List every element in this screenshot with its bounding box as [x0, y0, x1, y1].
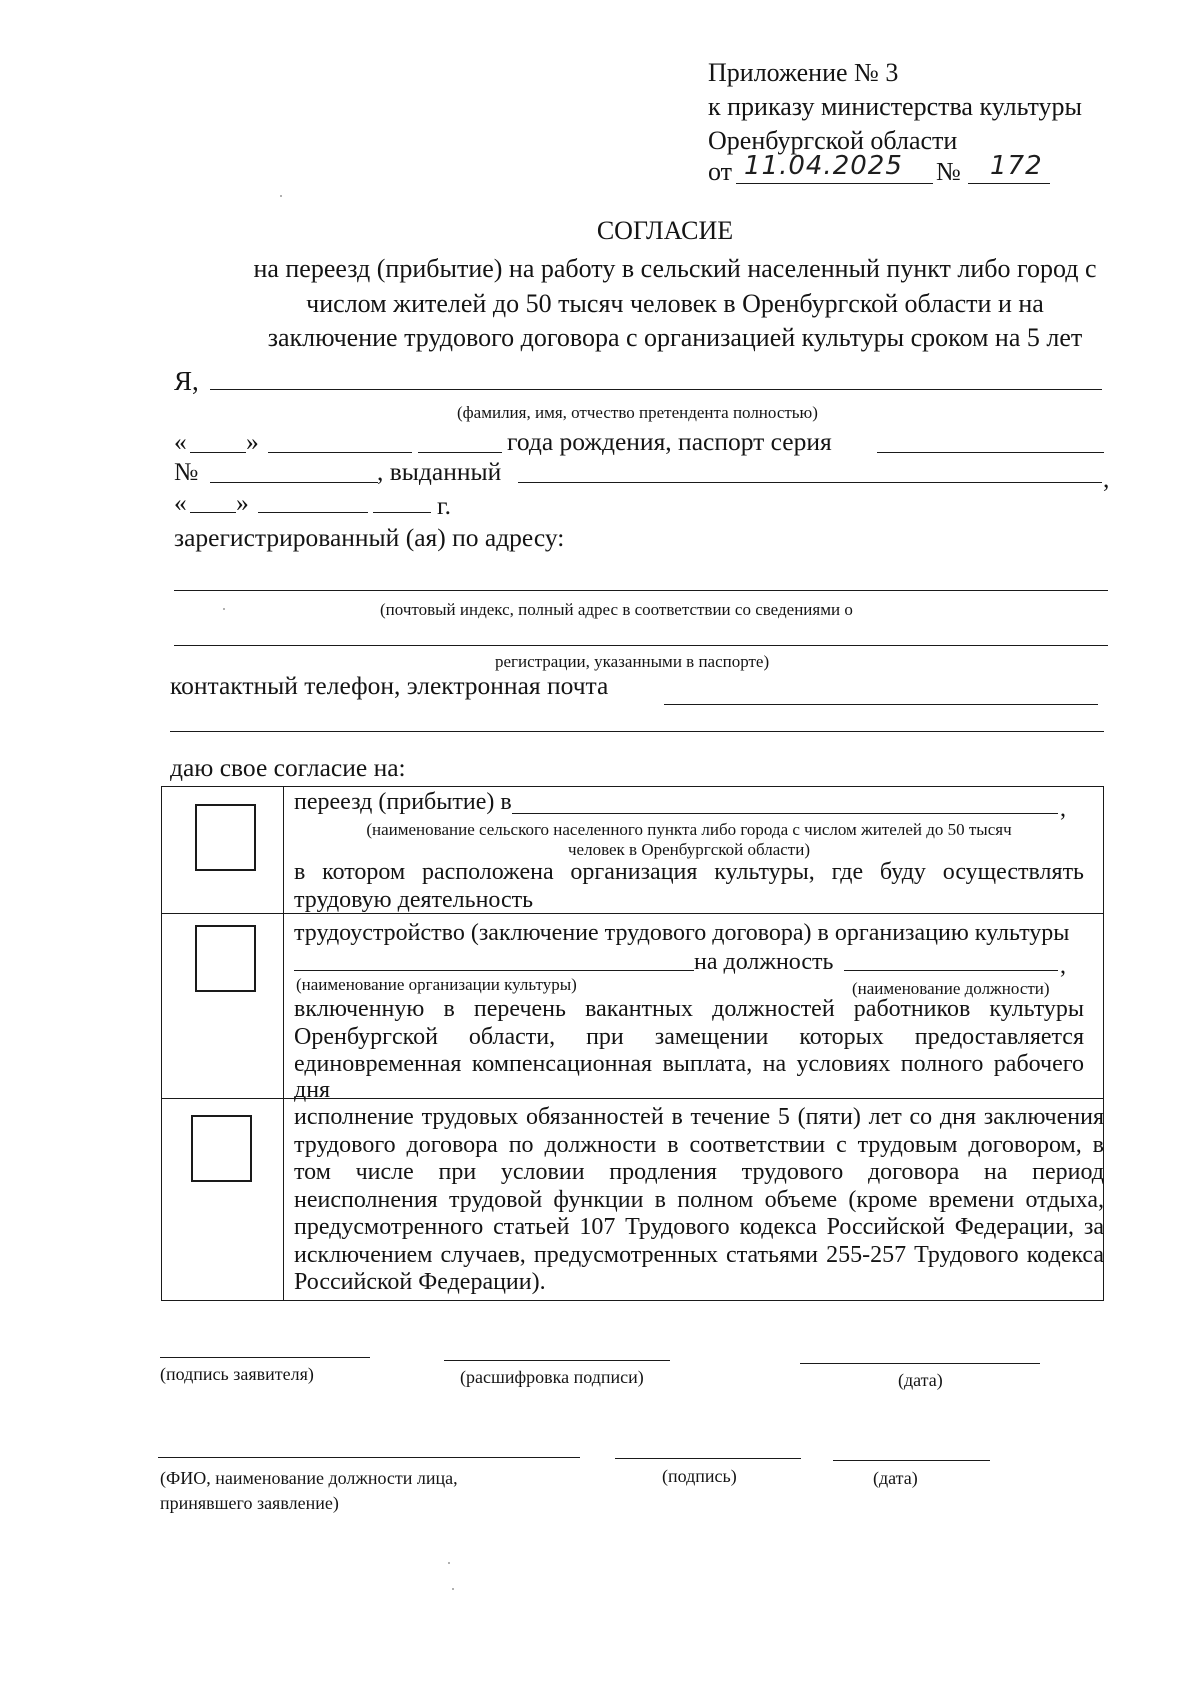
relocation-checkbox[interactable] [195, 804, 256, 871]
passport-number-label: № [174, 457, 199, 486]
full-name-hint: (фамилия, имя, отчество претендента полностью) [457, 403, 818, 422]
receiver-hint-line: принявшего заявление) [160, 1493, 339, 1513]
relocation-text-line: в котором расположена организация культуры, где буду осуществлять [294, 859, 1084, 885]
issued-by-field[interactable] [518, 482, 1102, 483]
receiver-hint [160, 1466, 458, 1516]
i-label: Я, [174, 366, 199, 396]
consent-row-relocation [162, 787, 1104, 914]
signature-decoding-hint: (расшифровка подписи) [460, 1367, 644, 1387]
duties-text-line: Российской Федерации). [294, 1269, 546, 1295]
passport-series-field[interactable] [877, 452, 1104, 453]
quote-close: » [246, 427, 259, 456]
position-hint: (наименование должности) [852, 979, 1050, 998]
checkbox-cell [162, 1099, 284, 1301]
checkbox-cell [162, 914, 284, 1099]
applicant-signature-field[interactable] [160, 1357, 370, 1358]
receiver-signature-hint: (подпись) [662, 1466, 737, 1486]
duties-checkbox[interactable] [191, 1115, 252, 1182]
appendix-order-ref: к приказу министерства культуры [708, 92, 1082, 121]
employment-comma: , [1060, 953, 1066, 979]
receiver-signature-field[interactable] [615, 1458, 801, 1459]
relocation-text-line: трудовую деятельность [294, 886, 534, 913]
duties-text-line: предусмотренного статьей 107 Трудового кодекса Российской Федерации, за [294, 1214, 1104, 1240]
issue-day-field[interactable] [190, 512, 236, 513]
quote-open: « [174, 488, 187, 517]
employment-text [294, 996, 1084, 1101]
address-field-2[interactable] [174, 645, 1108, 646]
employment-line-1: трудоустройство (заключение трудового договора) в организацию культуры [294, 920, 1070, 946]
consent-table [161, 786, 1104, 1301]
order-number-handwritten: 172 [990, 151, 1043, 181]
order-number-line [968, 183, 1050, 184]
applicant-date-hint: (дата) [898, 1370, 943, 1390]
organization-hint: (наименование организации культуры) [296, 975, 577, 994]
duties-text-line: трудового договора по должности в соответствии с трудовым договором, в [294, 1131, 1104, 1158]
address-hint-1: (почтовый индекс, полный адрес в соответствии со сведениями о [380, 600, 853, 619]
relocation-hint-2: человек в Оренбургской области) [567, 840, 810, 859]
receiver-name-field[interactable] [158, 1457, 580, 1458]
order-date-line [736, 183, 933, 184]
quote-open: « [174, 427, 187, 456]
receiver-hint-line: (ФИО, наименование должности лица, [160, 1468, 458, 1488]
consent-intro: даю свое согласие на: [170, 753, 406, 782]
employment-text-line: Оренбургской области, при замещении которых предоставляется [294, 1023, 1084, 1050]
employment-text-cell [284, 914, 1104, 1103]
receiver-date-hint: (дата) [873, 1468, 918, 1488]
employment-checkbox[interactable] [195, 925, 256, 992]
subtitle-line: на переезд (прибытие) на работу в сельский населенный пункт либо город с [253, 254, 1097, 283]
position-label: на должность [694, 949, 834, 975]
checkbox-cell [162, 787, 284, 914]
birth-month-field[interactable] [268, 452, 412, 453]
quote-close: » [236, 488, 249, 517]
duties-text-line: неисполнения трудовой функции в полном объеме (кроме времени отдыха, [294, 1186, 1104, 1213]
employment-text-line: единовременная компенсационная выплата, на условиях полного рабочего [294, 1051, 1084, 1077]
relocation-hint-1: (наименование сельского населенного пункта либо города с числом жителей до 50 тысяч [366, 820, 1012, 839]
issue-year-field[interactable] [373, 512, 431, 513]
receiver-date-field[interactable] [833, 1460, 990, 1461]
birth-year-field[interactable] [418, 452, 502, 453]
address-field-1[interactable] [174, 590, 1108, 591]
employment-text-line: дня [294, 1076, 331, 1103]
applicant-signature-hint: (подпись заявителя) [160, 1364, 314, 1384]
relocation-comma: , [1060, 796, 1066, 822]
order-from-label: от [708, 157, 733, 186]
applicant-date-field[interactable] [800, 1363, 1040, 1364]
document-subtitle [150, 252, 1200, 356]
issued-label: , выданный [377, 457, 502, 486]
contact-field-2[interactable] [170, 731, 1104, 732]
position-name-field[interactable] [844, 970, 1058, 971]
duties-text [294, 1104, 1104, 1297]
duties-text-cell [284, 1099, 1104, 1301]
relocation-place-field[interactable] [512, 813, 1058, 814]
relocation-text [294, 859, 1084, 914]
relocation-label: переезд (прибытие) в [294, 789, 512, 815]
appendix-number: Приложение № 3 [708, 58, 899, 87]
relocation-text-cell [284, 787, 1104, 914]
order-date-handwritten: 11.04.2025 [744, 151, 903, 181]
consent-row-employment [162, 914, 1104, 1099]
scan-speck [448, 1562, 450, 1564]
signature-decoding-field[interactable] [444, 1360, 670, 1361]
subtitle-line: числом жителей до 50 тысяч человек в Оренбургской области и на [306, 288, 1044, 318]
order-number-label: № [936, 157, 961, 186]
full-name-field[interactable] [210, 389, 1102, 390]
contact-label: контактный телефон, электронная почта [170, 671, 609, 700]
duties-text-line: исполнение трудовых обязанностей в течение 5 (пяти) лет со дня заключения [294, 1104, 1104, 1130]
scan-speck [223, 608, 225, 610]
consent-row-duties [162, 1099, 1104, 1301]
scan-speck [280, 195, 282, 197]
scan-speck [452, 1588, 454, 1590]
address-hint-2: регистрации, указанными в паспорте) [495, 652, 770, 671]
birth-day-field[interactable] [190, 452, 246, 453]
organization-name-field[interactable] [294, 970, 694, 971]
subtitle-line: заключение трудового договора с организацией культуры сроком на 5 лет [267, 323, 1083, 352]
registered-label: зарегистрированный (ая) по адресу: [174, 523, 565, 552]
document-title: СОГЛАСИЕ [596, 216, 734, 245]
issue-month-field[interactable] [258, 512, 368, 513]
employment-text-line: включенную в перечень вакантных должностей работников культуры [294, 996, 1084, 1022]
appendix-header [708, 56, 1082, 158]
duties-text-line: исключением случаев, предусмотренных статьями 255-257 Трудового кодекса [294, 1241, 1104, 1268]
year-suffix: г. [437, 491, 451, 520]
appendix-region: Оренбургской области [708, 126, 958, 155]
passport-number-field[interactable] [210, 482, 378, 483]
issued-comma: , [1103, 464, 1110, 493]
duties-text-line: том числе при условии продления трудового договора на период [294, 1159, 1104, 1185]
contact-field-1[interactable] [664, 704, 1098, 705]
birth-label: года рождения, паспорт серия [507, 427, 832, 456]
